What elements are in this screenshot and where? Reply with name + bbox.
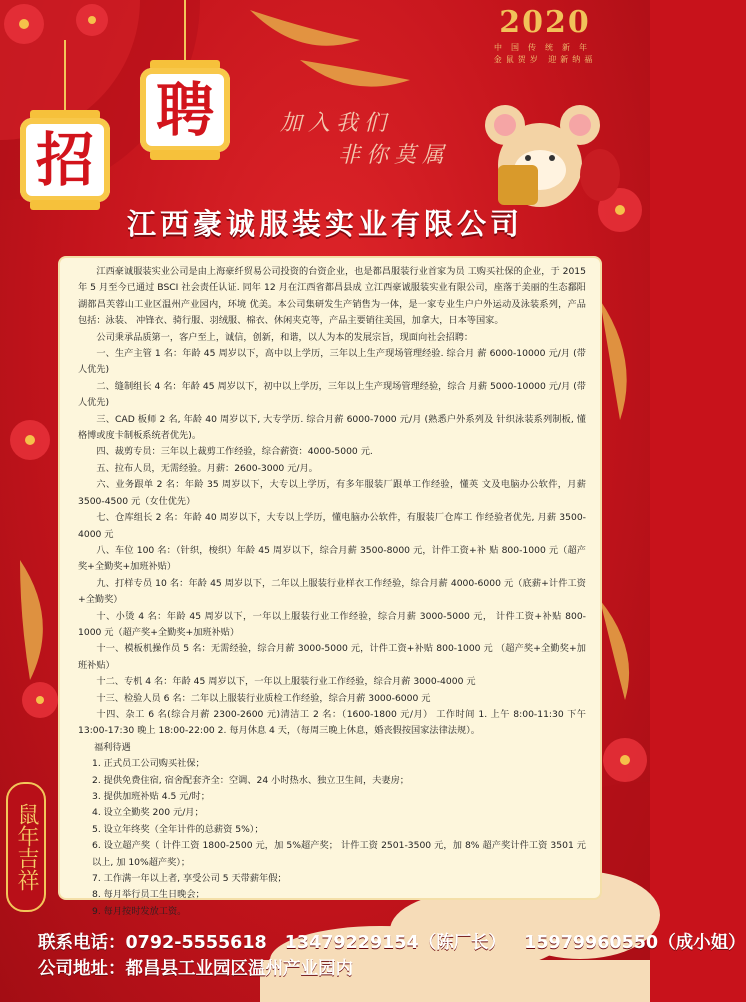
phone-number-1: 0792-5555618	[125, 933, 267, 953]
welfare-item: 3. 提供加班补贴 4.5 元/时；	[92, 791, 210, 802]
position-item: 八、车位 100 名：（针织，梭织）年龄 45 周岁以下，综合月薪 3500-8000 元，计件工资+补 贴 800-1000 元（超产奖+全勤奖+加班补贴）	[78, 544, 586, 573]
job-content	[78, 264, 586, 920]
lantern-pin-char: 聘	[155, 76, 214, 144]
contact-address-line	[38, 956, 638, 982]
lantern-zhao	[20, 110, 110, 210]
welfare-title: 福利待遇	[94, 741, 131, 753]
intro-recruit-line: 公司秉承品质第一，客户至上，诚信，创新，和谐，以人为本的发展宗旨，现面向社会招聘：	[96, 331, 474, 343]
position-item: 六、业务跟单 2 名：年龄 35 周岁以下，大专以上学历，有多年服装厂跟单工作经验，懂英 文及电脑办公软件，月薪 3500-4500 元（女仕优先）	[78, 479, 586, 507]
contact-phone-line	[38, 930, 746, 956]
position-item: 十四、杂工 6 名(综合月薪 2300-2600 元)清洁工 2 名：（1600-1800 元/月） 工作时间 1. 上午 8:00-11:30 下午 13:00-17:30 晚上 18:00-22:00 2. 每月休息 4 天，（每周三晚上休息，婚丧假按国家法律法规）。	[78, 708, 586, 737]
welfare-item: 2. 提供免费住宿, 宿舍配套齐全：空调、24 小时热水、独立卫生间，夫妻房；	[92, 774, 409, 786]
badge-year: 2020	[499, 5, 591, 40]
year-badge	[450, 6, 640, 72]
side-banner-text: 鼠年吉祥	[14, 803, 39, 891]
badge-subtitle-2: 金鼠贺岁 迎新纳福	[493, 55, 597, 64]
position-item: 十一、模板机操作员 5 名：无需经验，综合月薪 3000-5000 元，计件工资+补贴 800-1000 元 （超产奖+全勤奖+加班补贴）	[78, 643, 586, 671]
slogan-line-2: 非你莫属	[338, 143, 451, 168]
welfare-item: 7. 工作满一年以上者, 享受公司 5 天带薪年假；	[92, 873, 287, 885]
welfare-item: 4. 设立全勤奖 200 元/月；	[92, 807, 204, 819]
welfare-item: 1. 正式员工公司购买社保；	[92, 758, 205, 770]
position-item: 三、CAD 板师 2 名, 年龄 40 周岁以下, 大专学历. 综合月薪 6000-7000 元/月 (熟悉户外系列及 针织泳装系列制板, 懂格博或度卡制板系统者优先)。	[78, 413, 586, 442]
position-item: 一、生产主管 1 名：年龄 45 周岁以下，高中以上学历，三年以上生产现场管理经验. 综合月 薪 6000-10000 元/月 (带人优先)	[78, 348, 586, 376]
welfare-section	[78, 740, 586, 920]
position-item: 十三、检验人员 6 名：二年以上服装行业质检工作经验，综合月薪 3000-6000 元	[96, 692, 431, 704]
phone-number-2: 13479229154（陈厂长）	[284, 933, 507, 953]
intro-paragraph: 江西豪诚服装实业公司是由上海豪纤贸易公司投资的台资企业，也是都昌服装行业首家为员 工购买社保的企业，于 2015 年 5 月至今已通过 BSCI 社会责任认证. 同年 12 月在江西省都昌县成 立江西豪诚服装实业有限公司，座落于美丽的生态鄱阳湖都昌芙蓉山工业区温州产业园内，环境 优美。本公司集研发生产销售为一体，是一家专业生户户外运动及泳装系列，产品包括：泳装、 冲锋衣、骑行服、羽绒服、棉衣、休闲夹克等，产品主要销往美国，加拿大，日本等国家。	[78, 266, 586, 327]
position-item: 九、打样专员 10 名：年龄 45 周岁以下，二年以上服装行业样衣工作经验，综合月薪 4000-6000 元（底薪+计件工资+全勤奖）	[78, 577, 586, 606]
badge-subtitle-1: 中国传统新年	[494, 43, 596, 52]
welfare-item: 6. 设立超产奖（ 计件工资 1800-2500 元，加 5%超产奖； 计件工资 2501-3500 元，加 8% 超产奖计件工资 3501 元以上, 加 10%超产奖）；	[92, 840, 586, 868]
position-item: 七、仓库组长 2 名：年龄 40 周岁以下，大专以上学历，懂电脑办公软件，有服装厂仓库工 作经验者优先, 月薪 3500-4000 元	[78, 512, 586, 540]
mouse-mascot	[485, 105, 620, 207]
position-item: 十二、专机 4 名：年龄 45 周岁以下，一年以上服装行业工作经验，综合月薪 3000-4000 元	[96, 676, 476, 688]
welfare-item: 8. 每月举行员工生日晚会；	[92, 889, 205, 901]
position-item: 二、缝制组长 4 名：年龄 45 周岁以下，初中以上学历，三年以上生产现场管理经验，综合 月薪 5000-10000 元/月 (带人优先)	[78, 380, 586, 409]
company-name: 江西豪诚服装实业有限公司	[126, 207, 523, 241]
slogan-line-1: 加入我们	[280, 111, 393, 136]
position-item: 五、拉布人员，无需经验。月薪：2600-3000 元/月。	[96, 462, 318, 474]
welfare-item: 5. 设立年终奖（全年计件的总薪资 5%）；	[92, 823, 264, 835]
welfare-item: 9. 每月按时发放工资。	[92, 905, 187, 917]
phone-label: 联系电话：	[38, 933, 126, 953]
lantern-pin	[140, 60, 230, 160]
contact-block	[38, 930, 746, 982]
lantern-zhao-char: 招	[35, 126, 94, 194]
side-banner	[6, 782, 46, 912]
address-text: 都昌县工业园区温州产业园内	[125, 959, 353, 979]
slogan	[280, 108, 470, 178]
phone-number-3: 15979960550（成小姐）	[524, 933, 746, 953]
position-item: 四、裁剪专员：三年以上裁剪工作经验，综合薪资：4000-5000 元.	[96, 446, 373, 458]
address-label: 公司地址：	[38, 959, 126, 979]
position-item: 十、小烫 4 名：年龄 45 周岁以下，一年以上服装行业工作经验，综合月薪 3000-5000 元， 计件工资+补贴 800-1000 元（超产奖+全勤奖+加班补贴）	[78, 610, 586, 638]
